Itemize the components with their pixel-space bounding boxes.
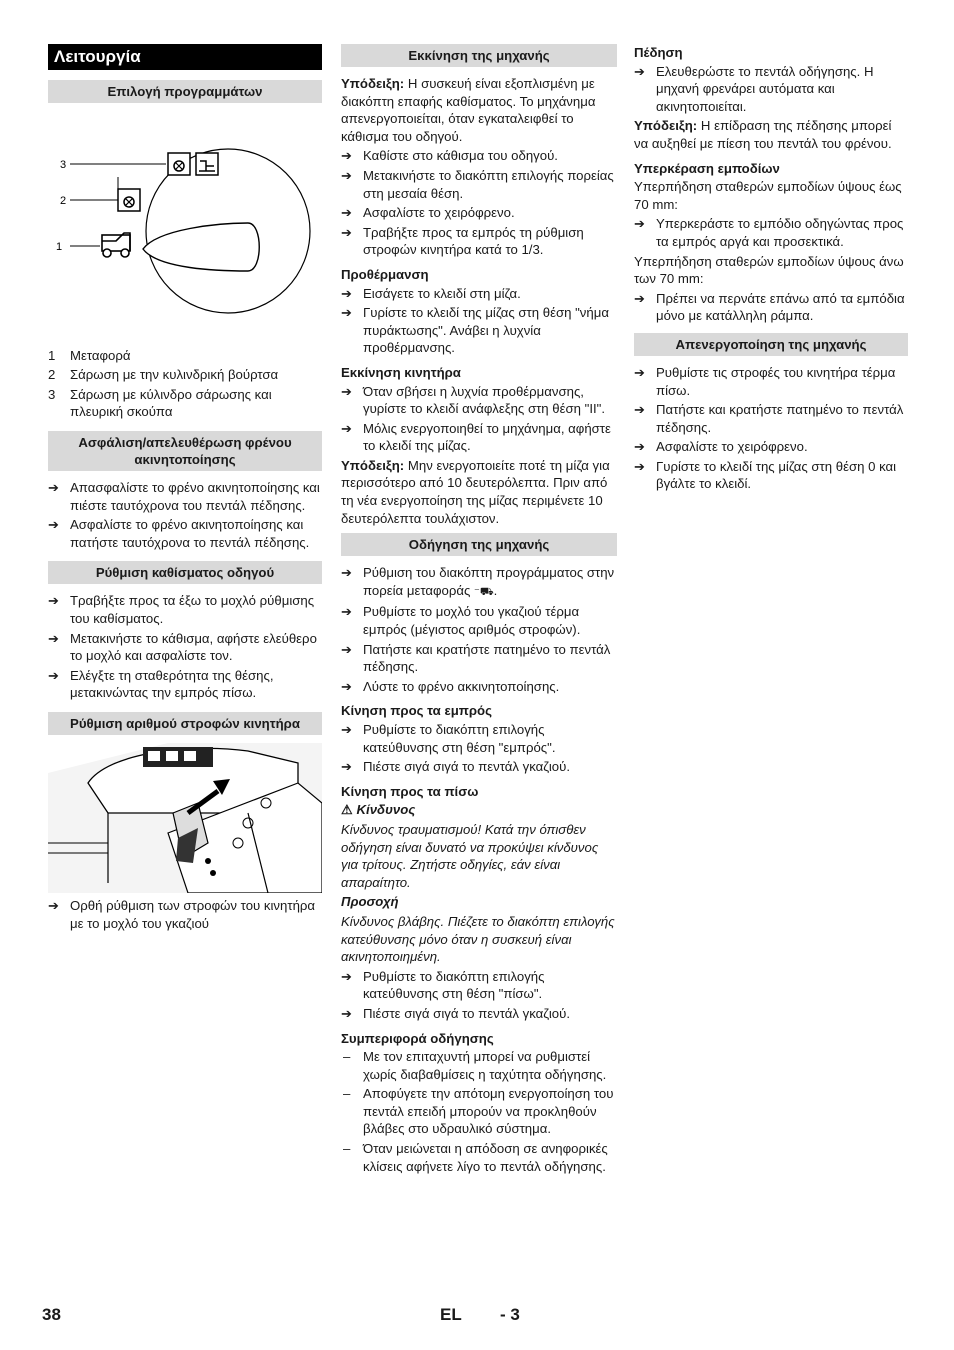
subheading-reverse: Κίνηση προς τα πίσω xyxy=(341,783,479,799)
list-item: ➔ Ρυθμίστε το διακόπτη επιλογής κατεύθυνσης στη θέση "πίσω". xyxy=(341,968,545,1002)
list-item: ➔ Πρέπει να περνάτε επάνω από τα εμπόδια μόνο με κατάλληλη ράμπα. xyxy=(634,290,905,324)
language-code: EL xyxy=(440,1305,462,1324)
arrow-right-icon: ➔ xyxy=(341,641,352,657)
caution-text: Κίνδυνος βλάβης. Πιέζετε το διακόπτη επιλογής κατεύθυνσης μόνο όταν η συσκευή είναι ακινητοποιημένη. xyxy=(341,913,615,965)
arrow-right-icon: ➔ xyxy=(341,285,352,301)
throttle-lever-drawing xyxy=(48,743,322,893)
page-number: 38 xyxy=(42,1305,61,1324)
arrow-right-icon: ➔ xyxy=(634,364,645,380)
list-item: ➔ Απασφαλίστε το φρένο ακινητοποίησης και πιέστε ταυτόχρονα του πεντάλ πέδησης. xyxy=(48,479,320,513)
subheading-engine-start: Εκκίνηση κινητήρα xyxy=(341,364,461,380)
list-item: ➔ Πατήστε και κρατήστε πατημένο το πεντάλ πέδησης. xyxy=(634,402,904,435)
list-item: 1 Μεταφορά xyxy=(48,347,131,363)
arrow-right-icon: ➔ xyxy=(341,968,352,984)
list-item: ➔ Ρυθμίστε τις στροφές του κινητήρα τέρμα πίσω. xyxy=(634,364,896,398)
section-heading-seat: Ρύθμιση καθίσματος οδηγού xyxy=(48,561,322,584)
arrow-right-icon: ➔ xyxy=(48,479,59,495)
arrow-right-icon: ➔ xyxy=(48,667,59,683)
subheading-obstacles: Υπερκέραση εμποδίων xyxy=(634,160,780,176)
arrow-right-icon: ➔ xyxy=(341,759,352,775)
list-item: ➔ Πατήστε και κρατήστε πατημένο το πεντάλ πέδησης. xyxy=(341,641,611,675)
arrow-right-icon: ➔ xyxy=(634,439,645,455)
list-item: 2 Σάρωση με την κυλινδρική βούρτσα xyxy=(48,367,279,383)
start-steps xyxy=(341,147,617,259)
callout-1: 1 xyxy=(56,240,63,253)
arrow-right-icon: ➔ xyxy=(48,630,59,646)
list-item: ➔ Μόλις ενεργοποιηθεί το μηχάνημα, αφήστε το κλειδί της μίζας. xyxy=(341,420,611,454)
subheading-preheat: Προθέρμανση xyxy=(341,266,429,282)
forward-steps xyxy=(341,721,617,776)
list-item: – Αποφύγετε την απότομη ενεργοποίηση του πεντάλ επειδή μπορούν να προκληθούν βλάβες στο υδραυλικό σύστημα. xyxy=(343,1086,614,1137)
transport-vehicle-icon xyxy=(102,233,130,257)
arrow-right-icon: ➔ xyxy=(341,205,352,221)
arrow-right-icon: ➔ xyxy=(48,897,59,913)
subheading-forward: Κίνηση προς τα εμπρός xyxy=(341,703,492,719)
list-item: ➔ Ελέγξτε τη σταθερότητα της θέσης, μετακινώντας την εμπρός πίσω. xyxy=(48,667,274,701)
section-number: - 3 xyxy=(500,1305,520,1324)
list-item: ➔ Ασφαλίστε το χειρόφρενο. xyxy=(341,205,515,221)
section-heading-start: Εκκίνηση της μηχανής xyxy=(341,44,617,67)
list-item: – Με τον επιταχυντή μπορεί να ρυθμιστεί χωρίς διαβαθμίσεις η ταχύτητα οδήγησης. xyxy=(343,1049,607,1082)
callout-2: 2 xyxy=(60,194,67,207)
list-item: ➔ Ρύθμιση του διακόπτη προγράμματος στην πορεία μεταφοράς ⁻⛟. xyxy=(341,565,615,598)
obstacles-intro-1: Υπερπήδηση σταθερών εμποδίων ύψους έως 70 mm: xyxy=(634,179,902,212)
callout-3: 3 xyxy=(60,158,67,171)
arrow-right-icon: ➔ xyxy=(341,167,352,183)
arrow-right-icon: ➔ xyxy=(634,402,645,418)
list-item: ➔ Υπερκεράστε το εμπόδιο οδηγώντας προς τα εμπρός αργά και προσεκτικά. xyxy=(634,216,904,249)
arrow-right-icon: ➔ xyxy=(341,224,352,240)
list-item: ➔ Ασφαλίστε το φρένο ακινητοποίησης και πατήστε ταυτόχρονα το πεντάλ πέδησης. xyxy=(48,517,310,550)
arrow-right-icon: ➔ xyxy=(634,63,645,79)
transport-vehicle-icon: ⁻⛟ xyxy=(474,585,494,598)
program-list xyxy=(48,347,322,421)
arrow-right-icon: ➔ xyxy=(341,722,352,737)
list-item: 3 Σάρωση με κύλινδρο σάρωσης και πλευρική σκούπα xyxy=(48,386,272,420)
arrow-right-icon: ➔ xyxy=(634,290,645,306)
section-heading-program-selection: Επιλογή προγραμμάτων xyxy=(48,80,322,103)
list-item: ➔ Γυρίστε το κλειδί της μίζας στη θέση "νήμα πυράκτωσης". Ανάβει η λυχνία προθέρμανσης. xyxy=(341,305,609,356)
list-item: ➔ Ελευθερώστε το πεντάλ οδήγησης. Η μηχανή φρενάρει αυτόματα και ακινητοποιείται. xyxy=(634,63,874,114)
arrow-right-icon: ➔ xyxy=(341,604,352,620)
drive-steps xyxy=(341,564,617,695)
section-heading-driving: Οδήγηση της μηχανής xyxy=(341,533,617,556)
warning-triangle-icon: ⚠ xyxy=(341,802,353,818)
danger-label: ⚠ Κίνδυνος xyxy=(341,802,416,818)
page-title: Λειτουργία xyxy=(48,44,322,70)
column-1 xyxy=(48,44,322,934)
arrow-right-icon: ➔ xyxy=(634,216,645,232)
parking-brake-steps xyxy=(48,479,322,551)
arrow-right-icon: ➔ xyxy=(341,1005,352,1021)
reverse-steps xyxy=(341,968,617,1023)
program-selector-figure xyxy=(48,111,322,339)
arrow-right-icon: ➔ xyxy=(634,458,645,474)
list-item: ➔ Ασφαλίστε το χειρόφρενο. xyxy=(634,439,808,455)
note-starter: Υπόδειξη: Μην ενεργοποιείτε ποτέ τη μίζα για περισσότερο από 10 δευτερόλεπτα. Πριν από τη νέα ενεργοποίηση της μίζας περιμένετε 10 δευτερόλεπτα τουλάχιστον. xyxy=(341,457,610,526)
arrow-right-icon: ➔ xyxy=(341,565,352,581)
list-item: ➔ Τραβήξτε προς τα εμπρός τη ρύθμιση στροφών κινητήρα κατά το 1/3. xyxy=(341,224,584,258)
list-item: ➔ Ρυθμίστε το μοχλό του γκαζιού τέρμα εμπρός (μέγιστος αριθμός στροφών). xyxy=(341,604,581,638)
braking-steps xyxy=(634,63,908,116)
list-item: ➔ Όταν σβήσει η λυχνία προθέρμανσης, γυρίστε το κλειδί ανάφλεξης στη θέση "II". xyxy=(341,383,606,417)
arrow-right-icon: ➔ xyxy=(341,148,352,164)
list-item: ➔ Ορθή ρύθμιση των στροφών του κινητήρα με το μοχλό του γκαζιού xyxy=(48,897,316,931)
list-item: ➔ Καθίστε στο κάθισμα του οδηγού. xyxy=(341,148,558,164)
throttle-lever-figure xyxy=(48,743,322,893)
list-item: ➔ Γυρίστε το κλειδί της μίζας στη θέση 0 και βγάλτε το κλειδί. xyxy=(634,458,897,492)
obstacles-intro-2: Υπερπήδηση σταθερών εμποδίων ύψους άνω των 70 mm: xyxy=(634,253,904,287)
subheading-driving-behavior: Συμπεριφορά οδήγησης xyxy=(341,1030,494,1046)
program-selector-drawing xyxy=(48,111,322,339)
obstacles-steps-1 xyxy=(634,215,908,250)
danger-text: Κίνδυνος τραυματισμού! Κατά την όπισθεν οδήγηση είναι δυνατό να προκύψει κίνδυνος για τρίτους. Ζητήστε οδηγίες, εάν είναι απαραίτητο. xyxy=(341,821,599,890)
arrow-right-icon: ➔ xyxy=(341,383,352,399)
list-item: ➔ Τραβήξτε προς τα έξω το μοχλό ρύθμισης του καθίσματος. xyxy=(48,593,315,626)
seat-steps xyxy=(48,592,322,702)
list-item: ➔ Εισάγετε το κλειδί στη μίζα. xyxy=(341,285,521,301)
sweep-roller-brush-icon xyxy=(118,189,140,211)
caution-label: Προσοχή xyxy=(341,894,399,910)
arrow-right-icon: ➔ xyxy=(48,593,59,609)
column-2 xyxy=(341,44,617,1177)
list-item: – Όταν μειώνεται η απόδοση σε ανηφορικές κλίσεις αφήνετε λίγο το πεντάλ οδήγησης. xyxy=(343,1141,608,1174)
list-item: ➔ Πιέστε σιγά σιγά το πεντάλ γκαζιού. xyxy=(341,759,570,775)
column-3 xyxy=(634,44,908,495)
note-braking: Υπόδειξη: Η επίδραση της πέδησης μπορεί να αυξηθεί με πίεση του πεντάλ του φρένου. xyxy=(634,118,892,151)
note-seat-switch: Υπόδειξη: Η συσκευή είναι εξοπλισμένη με διακόπτη επαφής καθίσματος. Το μηχάνημα απενεργοποιείται, όταν εγκαταλειφθεί το κάθισμα του οδηγού. xyxy=(341,76,596,144)
rpm-steps xyxy=(48,897,322,932)
preheat-steps xyxy=(341,285,617,357)
section-heading-shutdown: Απενεργοποίηση της μηχανής xyxy=(634,333,908,356)
list-item: ➔ Μετακινήστε το κάθισμα, αφήστε ελεύθερο το μοχλό και ασφαλίστε τον. xyxy=(48,630,317,664)
arrow-right-icon: ➔ xyxy=(341,305,352,321)
list-item: ➔ Μετακινήστε το διακόπτη επιλογής πορείας στη μεσαία θέση. xyxy=(341,167,614,201)
section-heading-parking-brake: Ασφάλιση/απελευθέρωση φρένου ακινητοποίησης xyxy=(48,431,322,471)
shutdown-steps xyxy=(634,364,908,493)
list-item: ➔ Πιέστε σιγά σιγά το πεντάλ γκαζιού. xyxy=(341,1005,570,1021)
list-item: ➔ Λύστε το φρένο ακκινητοποίησης. xyxy=(341,678,560,694)
arrow-right-icon: ➔ xyxy=(341,678,352,694)
arrow-right-icon: ➔ xyxy=(48,517,59,533)
section-heading-engine-rpm: Ρύθμιση αριθμού στροφών κινητήρα xyxy=(48,712,322,735)
obstacles-steps-2 xyxy=(634,290,908,325)
engine-start-steps xyxy=(341,383,617,455)
arrow-right-icon: ➔ xyxy=(341,420,352,436)
driving-behavior-list xyxy=(341,1048,617,1175)
subheading-braking: Πέδηση xyxy=(634,45,683,60)
list-item: ➔ Ρυθμίστε το διακόπτη επιλογής κατεύθυνσης στη θέση "εμπρός". xyxy=(341,722,556,755)
